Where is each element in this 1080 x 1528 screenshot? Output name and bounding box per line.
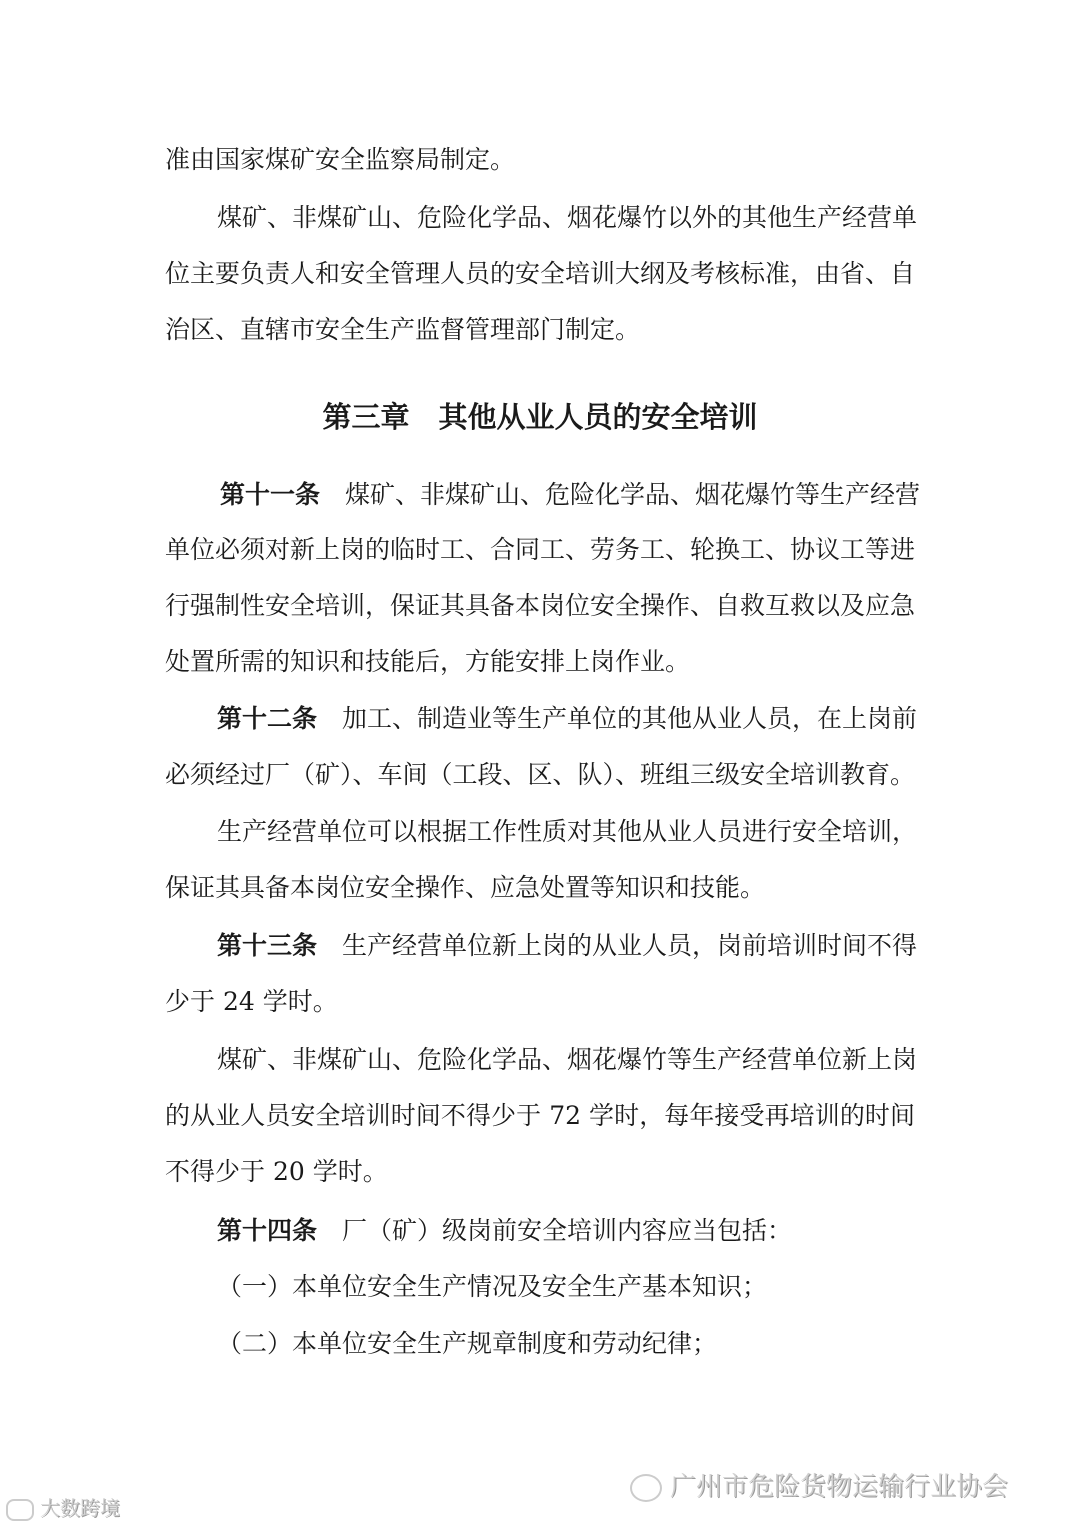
article-label: 第十四条 [217, 1216, 318, 1245]
text-line: 行强制性安全培训，保证其具备本岗位安全操作、自救互救以及应急 [165, 591, 916, 620]
article-text: 厂（矿）级岗前安全培训内容应当包括： [317, 1216, 793, 1245]
text-line: 处置所需的知识和技能后，方能安排上岗作业。 [165, 647, 691, 676]
chapter-heading: 第三章 其他从业人员的安全培训 [322, 400, 758, 434]
article-11-line [220, 480, 921, 510]
logo-icon [6, 1499, 34, 1521]
text-line: 单位必须对新上岗的临时工、合同工、劳务工、轮换工、协议工等进 [165, 535, 916, 564]
text-line: 准由国家煤矿安全监察局制定。 [165, 145, 516, 174]
article-12-line [217, 704, 918, 734]
text-line: 的从业人员安全培训时间不得少于 72 学时，每年接受再培训的时间 [165, 1101, 915, 1130]
text-line: 煤矿、非煤矿山、危险化学品、烟花爆竹等生产经营单位新上岗 [217, 1045, 918, 1074]
text-line: 必须经过厂（矿）、车间（工段、区、队）、班组三级安全培训教育。 [165, 760, 916, 789]
article-label: 第十一条 [220, 480, 321, 509]
watermark-text: 广州市危险货物运输行业协会 [670, 1472, 1009, 1502]
article-text: 生产经营单位新上岗的从业人员，岗前培训时间不得 [317, 931, 918, 960]
watermark-text: 大数跨境 [40, 1496, 120, 1520]
text-line: 煤矿、非煤矿山、危险化学品、烟花爆竹以外的其他生产经营单 [217, 203, 918, 232]
article-text: 煤矿、非煤矿山、危险化学品、烟花爆竹等生产经营 [320, 480, 921, 509]
text-line: 治区、直辖市安全生产监督管理部门制定。 [165, 315, 641, 344]
text-line: 不得少于 20 学时。 [165, 1157, 388, 1186]
article-label: 第十二条 [217, 704, 318, 733]
article-text: 加工、制造业等生产单位的其他从业人员，在上岗前 [317, 704, 918, 733]
list-item: （一）本单位安全生产情况及安全生产基本知识； [217, 1272, 768, 1301]
text-line: 位主要负责人和安全管理人员的安全培训大纲及考核标准，由省、自 [165, 259, 916, 288]
watermark-left [6, 1492, 120, 1521]
text-line: 生产经营单位可以根据工作性质对其他从业人员进行安全培训， [217, 817, 918, 846]
text-line: 少于 24 学时。 [165, 987, 338, 1016]
article-13-line [217, 931, 918, 961]
watermark-right [630, 1466, 1008, 1503]
text-line: 保证其具备本岗位安全操作、应急处置等知识和技能。 [165, 873, 766, 902]
list-item: （二）本单位安全生产规章制度和劳动纪律； [217, 1329, 718, 1358]
article-label: 第十三条 [217, 931, 318, 960]
wechat-icon [630, 1474, 662, 1502]
article-14-line [217, 1216, 915, 1246]
